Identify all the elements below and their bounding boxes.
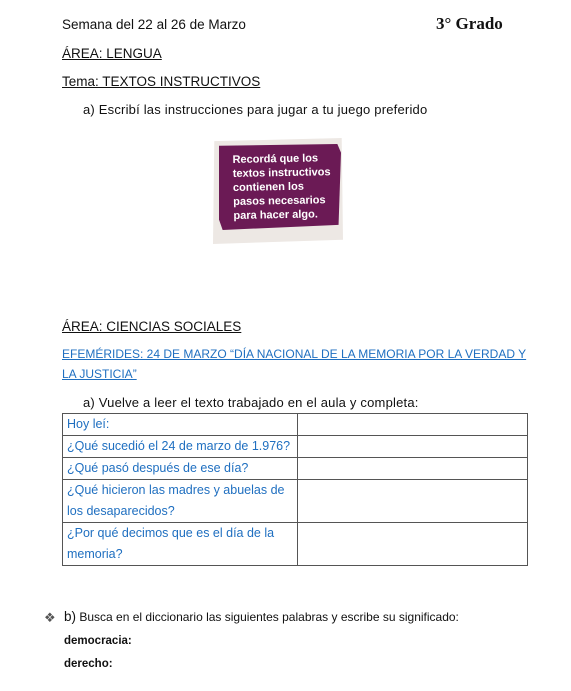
table-row xyxy=(63,414,528,436)
note-line: para hacer algo. xyxy=(233,208,318,222)
week-header: Semana del 22 al 26 de Marzo xyxy=(62,17,246,32)
area-lengua-heading: ÁREA: LENGUA xyxy=(62,46,162,61)
note-text xyxy=(232,151,341,223)
word-derecho: derecho: xyxy=(64,658,113,670)
tema-heading: Tema: TEXTOS INSTRUCTIVOS xyxy=(62,74,261,89)
diamond-bullet-icon: ❖ xyxy=(44,610,56,625)
question-cell: Hoy leí: xyxy=(63,414,298,436)
answer-cell[interactable] xyxy=(298,480,528,523)
lengua-instruction: a) Escribí las instrucciones para jugar a tu juego preferido xyxy=(83,102,428,117)
instruction-b-label: b) xyxy=(64,609,77,624)
note-line: Recordá que los xyxy=(232,152,319,166)
sociales-instruction: a) Vuelve a leer el texto trabajado en el aula y completa: xyxy=(83,395,419,410)
question-cell: ¿Qué hicieron las madres y abuelas de los desaparecidos? xyxy=(63,480,298,523)
efemerides-heading: EFEMÉRIDES: 24 DE MARZO “DÍA NACIONAL DE LA MEMORIA POR LA VERDAD Y LA JUSTICIA” xyxy=(62,347,527,381)
instruction-b-text: Busca en el diccionario las siguientes palabras y escribe su significado: xyxy=(76,610,459,624)
table-row xyxy=(63,436,528,458)
question-cell: ¿Qué pasó después de ese día? xyxy=(63,458,298,480)
word-democracia: democracia: xyxy=(64,635,132,647)
note-line: pasos necesarios xyxy=(233,194,326,208)
note-line: textos instructivos xyxy=(232,166,331,180)
note-line: contienen los xyxy=(232,180,305,194)
answer-cell[interactable] xyxy=(298,436,528,458)
answer-cell[interactable] xyxy=(298,458,528,480)
table-row xyxy=(63,458,528,480)
question-cell: ¿Qué sucedió el 24 de marzo de 1.976? xyxy=(63,436,298,458)
table-row xyxy=(63,480,528,523)
area-sociales-heading: ÁREA: CIENCIAS SOCIALES xyxy=(62,319,242,334)
dictionary-instruction xyxy=(64,609,459,624)
grade-label: 3° Grado xyxy=(436,14,503,33)
reminder-note-image xyxy=(213,138,343,244)
worksheet-table xyxy=(62,413,528,566)
table-row xyxy=(63,523,528,566)
question-cell: ¿Por qué decimos que es el día de la memoria? xyxy=(63,523,298,566)
answer-cell[interactable] xyxy=(298,414,528,436)
answer-cell[interactable] xyxy=(298,523,528,566)
